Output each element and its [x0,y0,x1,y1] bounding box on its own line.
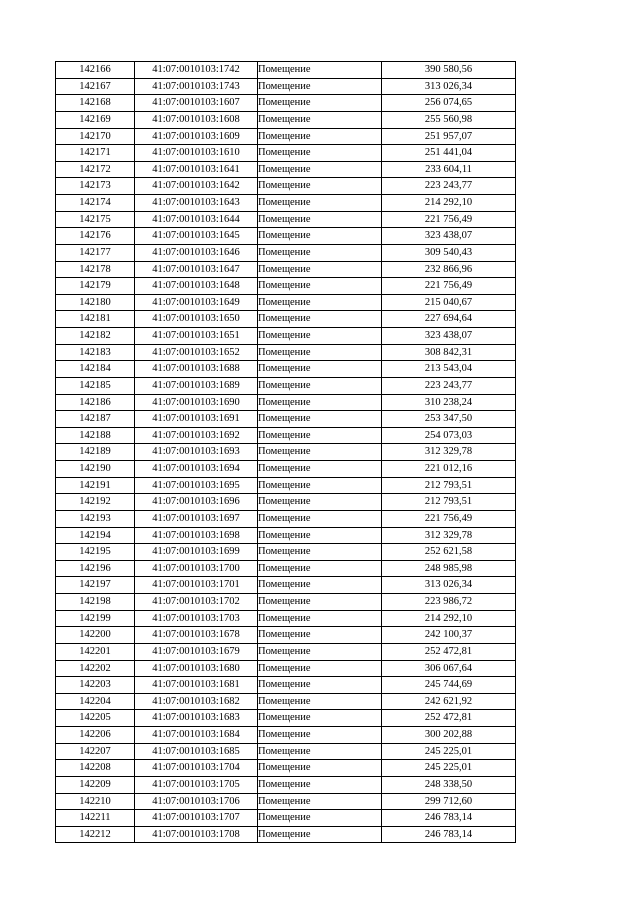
object-type-cell: Помещение [258,195,382,212]
table-row [56,128,516,145]
row-number-cell: 142196 [56,560,135,577]
cadastral-number-cell: 41:07:0010103:1652 [135,344,258,361]
object-type-cell: Помещение [258,461,382,478]
cadastral-value-cell: 252 472,81 [382,643,516,660]
cadastral-number-cell: 41:07:0010103:1691 [135,411,258,428]
cadastral-value-cell: 313 026,34 [382,577,516,594]
row-number-cell: 142207 [56,743,135,760]
cadastral-value-cell: 233 604,11 [382,161,516,178]
table-row [56,727,516,744]
row-number-cell: 142171 [56,145,135,162]
cadastral-number-cell: 41:07:0010103:1607 [135,95,258,112]
object-type-cell: Помещение [258,544,382,561]
cadastral-number-cell: 41:07:0010103:1643 [135,195,258,212]
table-row [56,510,516,527]
row-number-cell: 142191 [56,477,135,494]
row-number-cell: 142182 [56,328,135,345]
cadastral-value-cell: 214 292,10 [382,195,516,212]
table-row [56,294,516,311]
table-row [56,594,516,611]
cadastral-number-cell: 41:07:0010103:1702 [135,594,258,611]
row-number-cell: 142189 [56,444,135,461]
cadastral-value-cell: 245 225,01 [382,743,516,760]
cadastral-number-cell: 41:07:0010103:1610 [135,145,258,162]
row-number-cell: 142167 [56,78,135,95]
table-row [56,444,516,461]
cadastral-value-cell: 223 986,72 [382,594,516,611]
table-row [56,760,516,777]
object-type-cell: Помещение [258,760,382,777]
row-number-cell: 142197 [56,577,135,594]
table-row [56,427,516,444]
table-row [56,344,516,361]
object-type-cell: Помещение [258,826,382,843]
row-number-cell: 142203 [56,677,135,694]
row-number-cell: 142174 [56,195,135,212]
cadastral-value-cell: 214 292,10 [382,610,516,627]
cadastral-number-cell: 41:07:0010103:1642 [135,178,258,195]
table-row [56,361,516,378]
row-number-cell: 142209 [56,776,135,793]
object-type-cell: Помещение [258,145,382,162]
cadastral-value-cell: 242 100,37 [382,627,516,644]
cadastral-number-cell: 41:07:0010103:1701 [135,577,258,594]
object-type-cell: Помещение [258,610,382,627]
object-type-cell: Помещение [258,594,382,611]
row-number-cell: 142193 [56,510,135,527]
row-number-cell: 142188 [56,427,135,444]
cadastral-number-cell: 41:07:0010103:1681 [135,677,258,694]
cadastral-value-cell: 312 329,78 [382,444,516,461]
cadastral-number-cell: 41:07:0010103:1697 [135,510,258,527]
object-type-cell: Помещение [258,328,382,345]
cadastral-value-cell: 245 744,69 [382,677,516,694]
cadastral-value-cell: 251 957,07 [382,128,516,145]
object-type-cell: Помещение [258,793,382,810]
cadastral-number-cell: 41:07:0010103:1684 [135,727,258,744]
table-row [56,111,516,128]
cadastral-number-cell: 41:07:0010103:1679 [135,643,258,660]
table-row [56,793,516,810]
row-number-cell: 142180 [56,294,135,311]
cadastral-value-cell: 212 793,51 [382,477,516,494]
cadastral-number-cell: 41:07:0010103:1694 [135,461,258,478]
cadastral-number-cell: 41:07:0010103:1742 [135,62,258,79]
table-row [56,161,516,178]
table-row [56,328,516,345]
cadastral-number-cell: 41:07:0010103:1650 [135,311,258,328]
row-number-cell: 142172 [56,161,135,178]
cadastral-number-cell: 41:07:0010103:1648 [135,278,258,295]
object-type-cell: Помещение [258,643,382,660]
object-type-cell: Помещение [258,128,382,145]
row-number-cell: 142185 [56,377,135,394]
cadastral-number-cell: 41:07:0010103:1641 [135,161,258,178]
table-row [56,178,516,195]
object-type-cell: Помещение [258,577,382,594]
table-row [56,195,516,212]
table-row [56,677,516,694]
cadastral-number-cell: 41:07:0010103:1695 [135,477,258,494]
table-row [56,411,516,428]
cadastral-number-cell: 41:07:0010103:1685 [135,743,258,760]
cadastral-value-cell: 248 985,98 [382,560,516,577]
cadastral-number-cell: 41:07:0010103:1646 [135,244,258,261]
object-type-cell: Помещение [258,228,382,245]
row-number-cell: 142192 [56,494,135,511]
row-number-cell: 142168 [56,95,135,112]
cadastral-value-cell: 246 783,14 [382,810,516,827]
row-number-cell: 142187 [56,411,135,428]
object-type-cell: Помещение [258,427,382,444]
cadastral-number-cell: 41:07:0010103:1683 [135,710,258,727]
cadastral-value-cell: 221 756,49 [382,278,516,295]
table-row [56,544,516,561]
cadastral-value-cell: 213 543,04 [382,361,516,378]
row-number-cell: 142186 [56,394,135,411]
cadastral-value-cell: 300 202,88 [382,727,516,744]
table-row [56,95,516,112]
cadastral-number-cell: 41:07:0010103:1704 [135,760,258,777]
object-type-cell: Помещение [258,627,382,644]
row-number-cell: 142184 [56,361,135,378]
table-row [56,278,516,295]
cadastral-value-cell: 254 073,03 [382,427,516,444]
row-number-cell: 142202 [56,660,135,677]
cadastral-value-cell: 252 472,81 [382,710,516,727]
row-number-cell: 142170 [56,128,135,145]
cadastral-number-cell: 41:07:0010103:1705 [135,776,258,793]
cadastral-number-cell: 41:07:0010103:1645 [135,228,258,245]
table-row [56,826,516,843]
cadastral-number-cell: 41:07:0010103:1706 [135,793,258,810]
object-type-cell: Помещение [258,361,382,378]
table-row [56,810,516,827]
row-number-cell: 142210 [56,793,135,810]
row-number-cell: 142201 [56,643,135,660]
cadastral-number-cell: 41:07:0010103:1700 [135,560,258,577]
cadastral-value-cell: 252 621,58 [382,544,516,561]
cadastral-value-cell: 323 438,07 [382,228,516,245]
table-row [56,577,516,594]
cadastral-number-cell: 41:07:0010103:1644 [135,211,258,228]
object-type-cell: Помещение [258,394,382,411]
object-type-cell: Помещение [258,693,382,710]
table-row [56,743,516,760]
row-number-cell: 142206 [56,727,135,744]
cadastral-number-cell: 41:07:0010103:1690 [135,394,258,411]
row-number-cell: 142204 [56,693,135,710]
table-row [56,261,516,278]
cadastral-number-cell: 41:07:0010103:1609 [135,128,258,145]
table-row [56,377,516,394]
cadastral-value-cell: 312 329,78 [382,527,516,544]
cadastral-value-cell: 221 756,49 [382,211,516,228]
cadastral-number-cell: 41:07:0010103:1692 [135,427,258,444]
object-type-cell: Помещение [258,710,382,727]
cadastral-value-cell: 255 560,98 [382,111,516,128]
object-type-cell: Помещение [258,261,382,278]
cadastral-value-cell: 390 580,56 [382,62,516,79]
cadastral-value-cell: 227 694,64 [382,311,516,328]
object-type-cell: Помещение [258,510,382,527]
row-number-cell: 142208 [56,760,135,777]
cadastral-number-cell: 41:07:0010103:1689 [135,377,258,394]
table-row [56,527,516,544]
cadastral-value-cell: 223 243,77 [382,377,516,394]
cadastral-value-cell: 253 347,50 [382,411,516,428]
object-type-cell: Помещение [258,477,382,494]
table-row [56,477,516,494]
table-row [56,228,516,245]
cadastral-value-cell: 256 074,65 [382,95,516,112]
table-row [56,627,516,644]
object-type-cell: Помещение [258,111,382,128]
cadastral-value-cell: 245 225,01 [382,760,516,777]
table-row [56,394,516,411]
object-type-cell: Помещение [258,660,382,677]
cadastral-number-cell: 41:07:0010103:1707 [135,810,258,827]
row-number-cell: 142178 [56,261,135,278]
cadastral-value-cell: 306 067,64 [382,660,516,677]
object-type-cell: Помещение [258,178,382,195]
cadastral-value-cell: 308 842,31 [382,344,516,361]
table-row [56,660,516,677]
cadastral-number-cell: 41:07:0010103:1682 [135,693,258,710]
row-number-cell: 142198 [56,594,135,611]
row-number-cell: 142194 [56,527,135,544]
cadastral-number-cell: 41:07:0010103:1651 [135,328,258,345]
object-type-cell: Помещение [258,743,382,760]
cadastral-number-cell: 41:07:0010103:1688 [135,361,258,378]
cadastral-number-cell: 41:07:0010103:1678 [135,627,258,644]
row-number-cell: 142205 [56,710,135,727]
object-type-cell: Помещение [258,527,382,544]
table-row [56,311,516,328]
cadastral-value-cell: 299 712,60 [382,793,516,810]
row-number-cell: 142199 [56,610,135,627]
cadastral-number-cell: 41:07:0010103:1680 [135,660,258,677]
object-type-cell: Помещение [258,494,382,511]
row-number-cell: 142166 [56,62,135,79]
row-number-cell: 142179 [56,278,135,295]
table-row [56,610,516,627]
registry-table-body [56,62,516,843]
table-row [56,776,516,793]
cadastral-number-cell: 41:07:0010103:1743 [135,78,258,95]
object-type-cell: Помещение [258,727,382,744]
row-number-cell: 142169 [56,111,135,128]
cadastral-value-cell: 251 441,04 [382,145,516,162]
row-number-cell: 142181 [56,311,135,328]
table-row [56,560,516,577]
cadastral-value-cell: 215 040,67 [382,294,516,311]
object-type-cell: Помещение [258,810,382,827]
row-number-cell: 142200 [56,627,135,644]
cadastral-value-cell: 221 756,49 [382,510,516,527]
object-type-cell: Помещение [258,62,382,79]
cadastral-value-cell: 246 783,14 [382,826,516,843]
row-number-cell: 142190 [56,461,135,478]
object-type-cell: Помещение [258,244,382,261]
object-type-cell: Помещение [258,377,382,394]
cadastral-number-cell: 41:07:0010103:1649 [135,294,258,311]
row-number-cell: 142195 [56,544,135,561]
table-row [56,643,516,660]
cadastral-number-cell: 41:07:0010103:1696 [135,494,258,511]
row-number-cell: 142183 [56,344,135,361]
cadastral-value-cell: 323 438,07 [382,328,516,345]
table-row [56,693,516,710]
cadastral-value-cell: 212 793,51 [382,494,516,511]
table-row [56,62,516,79]
row-number-cell: 142176 [56,228,135,245]
table-row [56,244,516,261]
cadastral-number-cell: 41:07:0010103:1693 [135,444,258,461]
cadastral-value-cell: 310 238,24 [382,394,516,411]
cadastral-number-cell: 41:07:0010103:1703 [135,610,258,627]
property-registry-table [55,61,516,843]
cadastral-number-cell: 41:07:0010103:1647 [135,261,258,278]
object-type-cell: Помещение [258,78,382,95]
object-type-cell: Помещение [258,294,382,311]
object-type-cell: Помещение [258,411,382,428]
object-type-cell: Помещение [258,311,382,328]
object-type-cell: Помещение [258,211,382,228]
cadastral-value-cell: 313 026,34 [382,78,516,95]
table-row [56,461,516,478]
cadastral-number-cell: 41:07:0010103:1608 [135,111,258,128]
table-row [56,710,516,727]
object-type-cell: Помещение [258,560,382,577]
cadastral-value-cell: 309 540,43 [382,244,516,261]
table-row [56,494,516,511]
object-type-cell: Помещение [258,677,382,694]
cadastral-number-cell: 41:07:0010103:1708 [135,826,258,843]
row-number-cell: 142173 [56,178,135,195]
object-type-cell: Помещение [258,278,382,295]
object-type-cell: Помещение [258,344,382,361]
object-type-cell: Помещение [258,95,382,112]
cadastral-value-cell: 232 866,96 [382,261,516,278]
cadastral-value-cell: 223 243,77 [382,178,516,195]
cadastral-value-cell: 221 012,16 [382,461,516,478]
object-type-cell: Помещение [258,161,382,178]
cadastral-value-cell: 242 621,92 [382,693,516,710]
row-number-cell: 142177 [56,244,135,261]
row-number-cell: 142211 [56,810,135,827]
table-row [56,145,516,162]
cadastral-number-cell: 41:07:0010103:1699 [135,544,258,561]
table-row [56,78,516,95]
object-type-cell: Помещение [258,444,382,461]
table-row [56,211,516,228]
row-number-cell: 142212 [56,826,135,843]
cadastral-number-cell: 41:07:0010103:1698 [135,527,258,544]
object-type-cell: Помещение [258,776,382,793]
cadastral-value-cell: 248 338,50 [382,776,516,793]
row-number-cell: 142175 [56,211,135,228]
